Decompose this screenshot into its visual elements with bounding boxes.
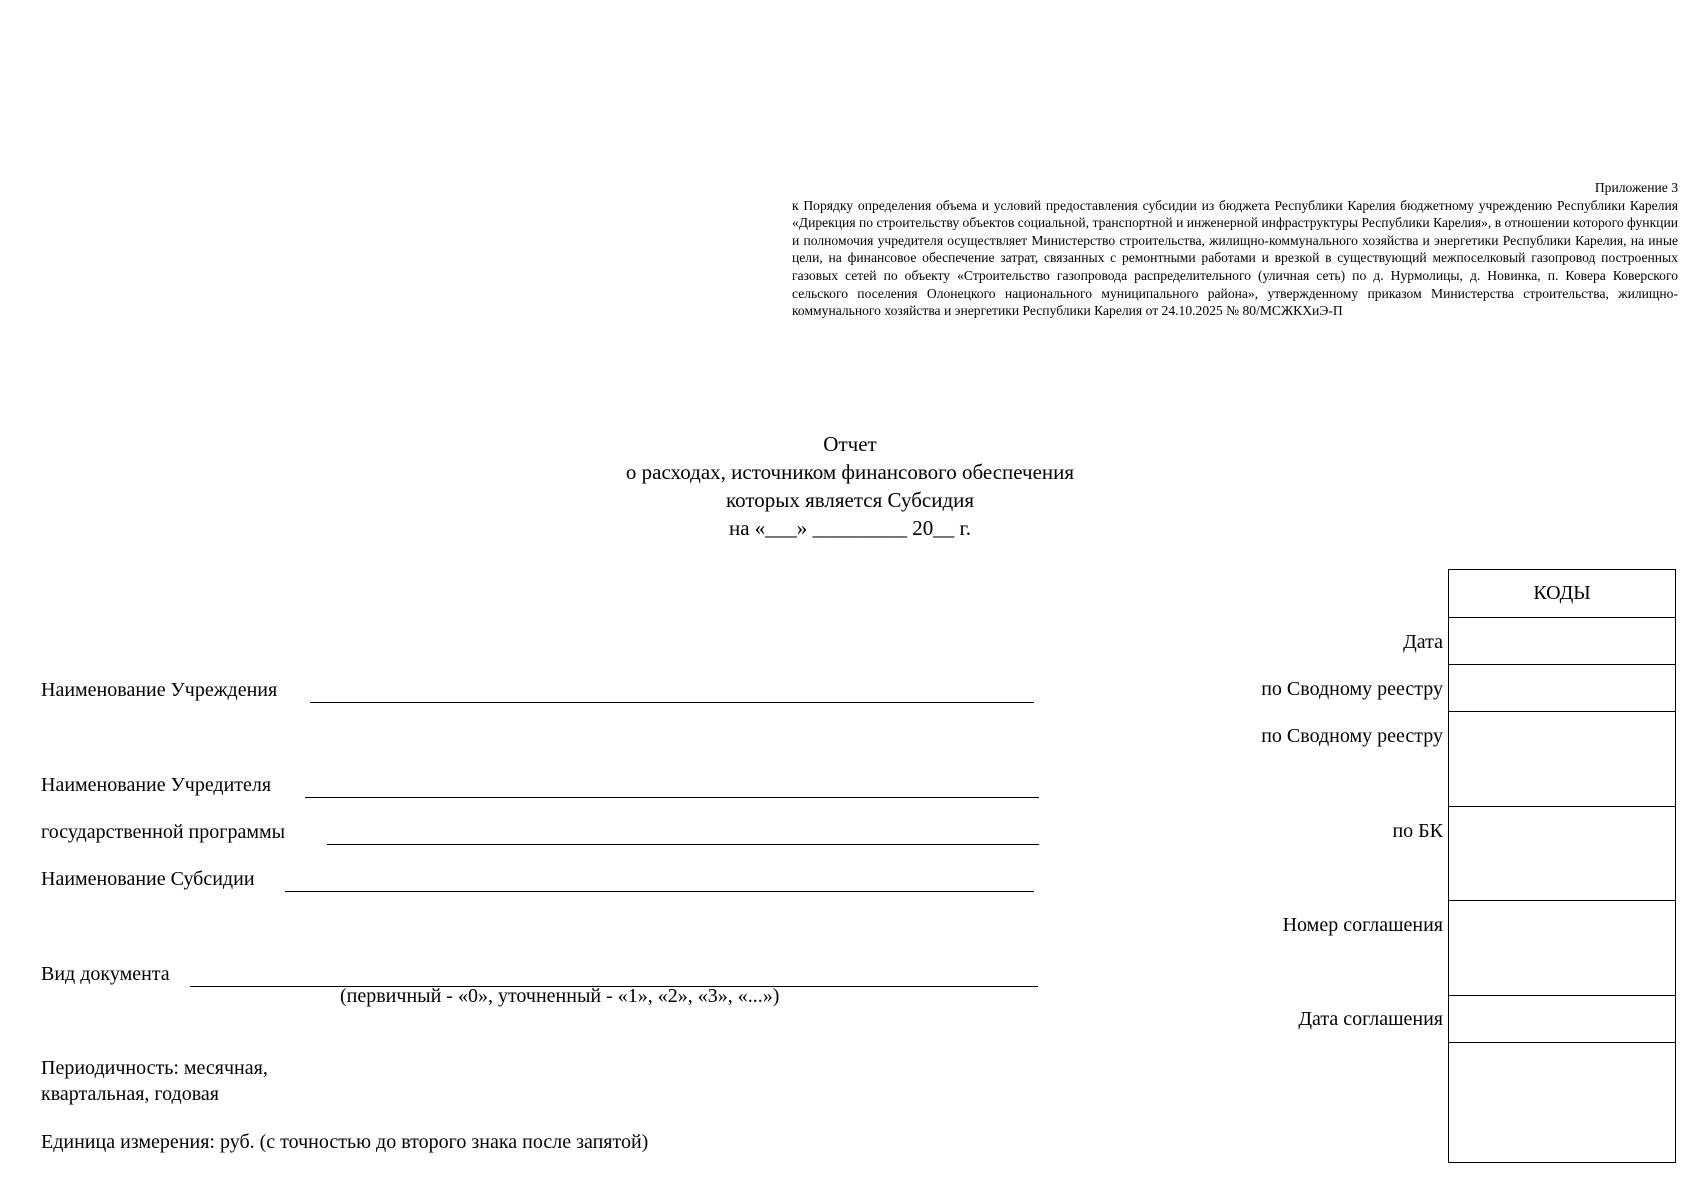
title-line-1: Отчет — [823, 432, 877, 456]
subsidy-label: Наименование Субсидии — [41, 868, 255, 890]
code-cell-extra[interactable] — [1449, 1043, 1675, 1162]
code-cell-registry-2[interactable] — [1449, 712, 1675, 807]
doc-type-hint: (первичный - «0», уточненный - «1», «2», «3», «...») — [340, 985, 780, 1007]
title-line-3: которых является Субсидия — [725, 488, 975, 512]
code-cell-agreement-number[interactable] — [1449, 901, 1675, 996]
date-label: Дата — [1403, 631, 1443, 653]
code-cell-agreement-date[interactable] — [1449, 996, 1675, 1043]
appendix-text: к Порядку определения объема и условий предоставления субсидии из бюджета Республики Карелия бюджетному учреждению Республики Карелия «Дирекция по строительству объектов социальной, транспортной и инженерной инфраструктуры Республики Карелия», в отношении которого функции и полномочия учредителя осуществляет Министерство строительства, жилищно-коммунального хозяйства и энергетики Республики Карелия, на иные цели, на финансовое обеспечение затрат, связанных с ремонтными работами и врезкой в существующий межпоселковый газопровод построенных газовых сетей по объекту «Строительство газопровода распределительного (уличная сеть) по д. Нурмолицы, д. Новинка, п. Ковера Коверского сельского поселения Олонецкого национального муниципального района», утвержденному приказом Министерства строительства, жилищно-коммунального хозяйства и энергетики Республики Карелия от 24.10.2025 № 80/МСЖКХиЭ-П — [792, 197, 1678, 319]
founder-line[interactable] — [305, 797, 1039, 798]
agreement-number-label: Номер соглашения — [1282, 914, 1443, 936]
title-line-2: о расходах, источником финансового обеспечения — [625, 460, 1075, 484]
program-label: государственной программы — [41, 821, 286, 843]
subsidy-line[interactable] — [285, 891, 1034, 892]
periodicity-line-2: квартальная, годовая — [41, 1083, 219, 1105]
institution-line[interactable] — [310, 702, 1034, 703]
code-cell-date[interactable] — [1449, 618, 1675, 665]
codes-table — [1448, 569, 1676, 1163]
bk-label: по БК — [1392, 820, 1443, 842]
appendix-number: Приложение 3 — [1594, 180, 1678, 195]
appendix-block — [792, 179, 1678, 320]
doc-type-label: Вид документа — [41, 963, 170, 985]
periodicity-line-1: Периодичность: месячная, — [41, 1057, 268, 1079]
report-title — [560, 430, 1140, 542]
institution-label: Наименование Учреждения — [41, 679, 278, 701]
unit-label: Единица измерения: руб. (с точностью до второго знака после запятой) — [41, 1131, 649, 1153]
registry-label-1: по Сводному реестру — [1261, 678, 1443, 700]
codes-header: КОДЫ — [1449, 570, 1675, 618]
code-cell-registry-1[interactable] — [1449, 665, 1675, 712]
agreement-date-label: Дата соглашения — [1298, 1008, 1443, 1030]
founder-label: Наименование Учредителя — [41, 774, 272, 796]
title-line-4: на «___» _________ 20__ г. — [728, 516, 972, 540]
code-cell-bk[interactable] — [1449, 807, 1675, 901]
registry-label-2: по Сводному реестру — [1261, 725, 1443, 747]
program-line[interactable] — [327, 844, 1039, 845]
